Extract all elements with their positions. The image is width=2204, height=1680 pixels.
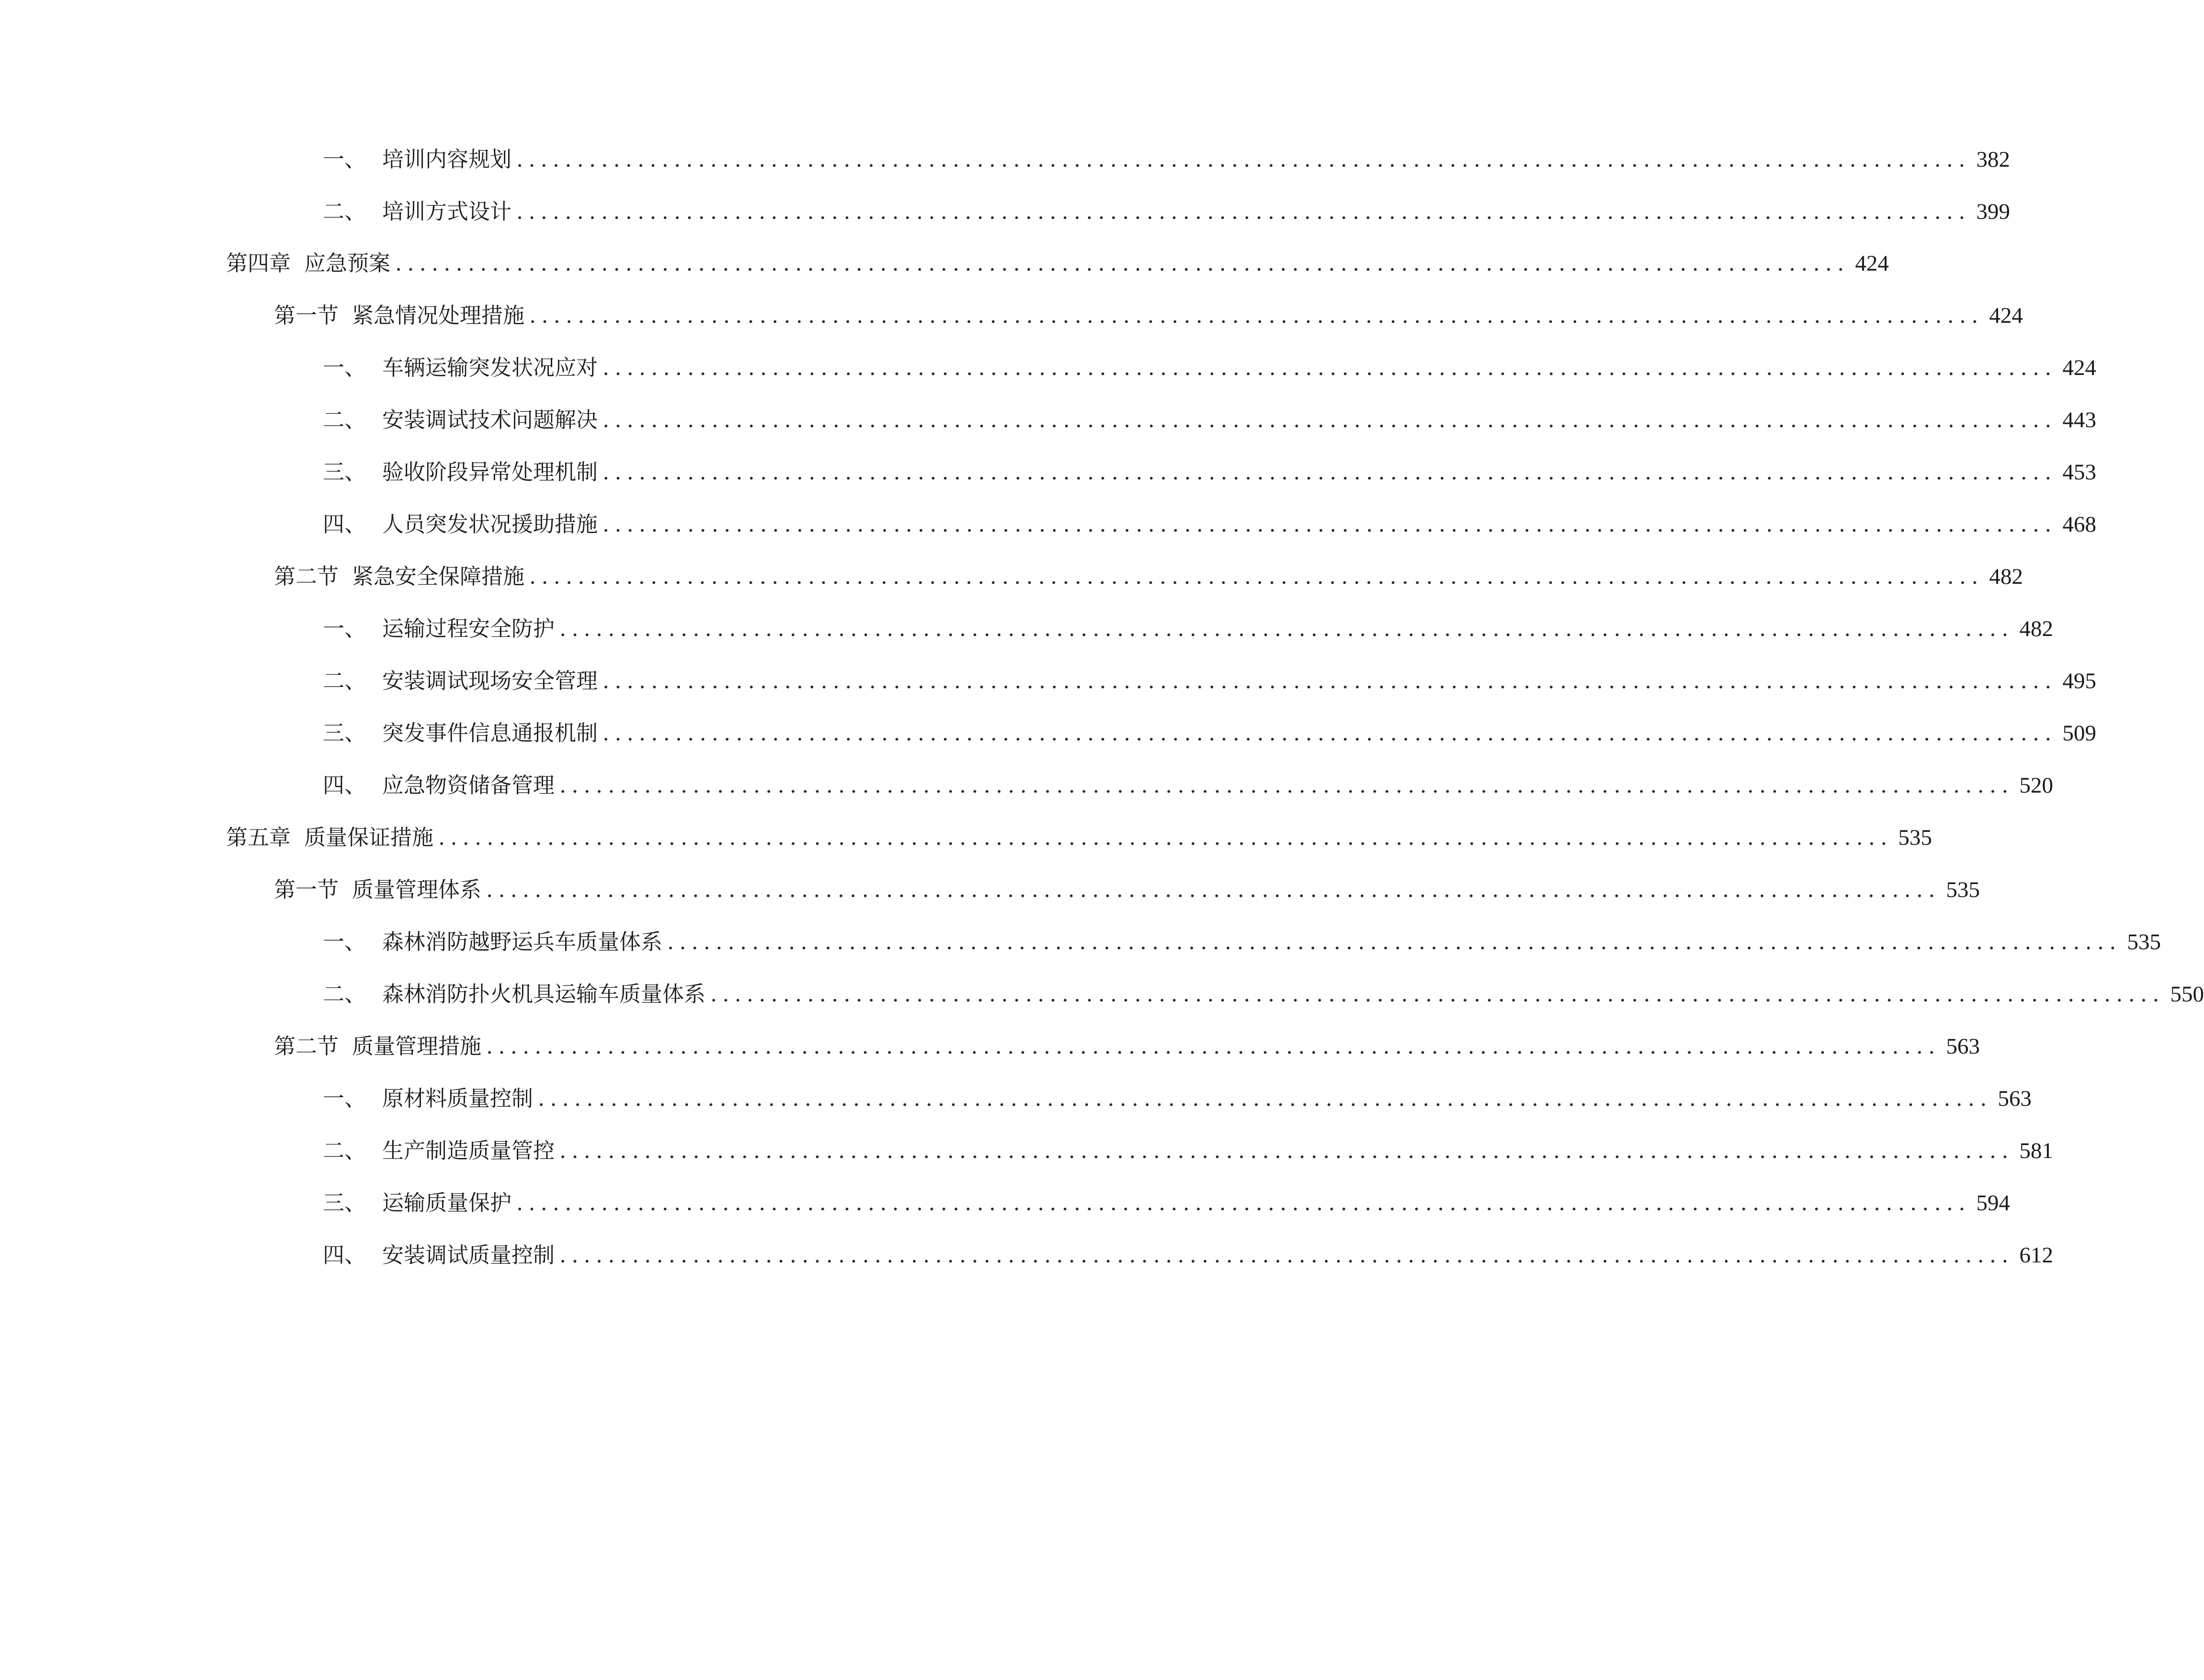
toc-entry[interactable]	[323, 455, 2097, 489]
entry-title: 紧急安全保障措施	[352, 564, 525, 589]
dot-leader: ........................................................................................................................	[602, 511, 2057, 537]
entry-title: 车辆运输突发状况应对	[382, 355, 598, 380]
toc-entry[interactable]	[274, 873, 1980, 907]
entry-title: 突发事件信息通报机制	[382, 720, 598, 746]
entry-page-number: 594	[1976, 1191, 2011, 1215]
dot-leader: ........................................................................................................................	[710, 981, 2165, 1007]
entry-page-number: 535	[1898, 825, 1932, 850]
entry-title: 应急预案	[304, 250, 391, 276]
dot-leader: ........................................................................................................................	[559, 1242, 2014, 1268]
entry-page-number: 581	[2019, 1138, 2054, 1163]
dot-leader: ........................................................................................................................	[559, 1138, 2014, 1163]
entry-number: 第四章	[226, 250, 291, 276]
entry-title: 安装调试现场安全管理	[382, 668, 598, 693]
entry-title: 运输过程安全防护	[382, 616, 555, 641]
entry-title: 培训内容规划	[382, 147, 512, 172]
dot-leader: ........................................................................................................................	[602, 459, 2057, 485]
dot-leader: ........................................................................................................................	[486, 1033, 1941, 1059]
entry-number: 四、	[323, 511, 366, 537]
dot-leader: ........................................................................................................................	[538, 1086, 1992, 1111]
entry-title: 森林消防扑火机具运输车质量体系	[382, 981, 706, 1007]
entry-page-number: 495	[2062, 669, 2097, 693]
entry-number: 三、	[323, 720, 366, 746]
entry-page-number: 399	[1976, 199, 2011, 224]
entry-title: 安装调试质量控制	[382, 1242, 555, 1268]
toc-entry[interactable]	[323, 403, 2097, 437]
entry-number: 四、	[323, 772, 366, 798]
entry-title: 森林消防越野运兵车质量体系	[382, 929, 663, 954]
entry-number: 第二节	[274, 564, 339, 589]
toc-entry[interactable]	[323, 351, 2097, 385]
toc-entry[interactable]	[323, 508, 2097, 541]
toc-entry[interactable]	[323, 925, 2161, 959]
entry-page-number: 453	[2062, 460, 2097, 485]
toc-entry[interactable]	[323, 195, 2011, 228]
toc-entry[interactable]	[323, 664, 2097, 698]
entry-number: 二、	[323, 199, 366, 224]
dot-leader: ........................................................................................................................	[516, 199, 1971, 224]
dot-leader: ........................................................................................................................	[602, 720, 2057, 746]
dot-leader: ........................................................................................................................	[529, 303, 1984, 328]
dot-leader: ........................................................................................................................	[486, 877, 1941, 902]
entry-page-number: 482	[2019, 616, 2054, 641]
entry-page-number: 535	[1946, 877, 1980, 902]
toc-entry[interactable]	[274, 1030, 1980, 1063]
dot-leader: ........................................................................................................................	[602, 355, 2057, 380]
toc-entry[interactable]	[323, 1186, 2011, 1220]
entry-page-number: 482	[1989, 564, 2023, 589]
entry-number: 第二节	[274, 1033, 339, 1059]
dot-leader: ........................................................................................................................	[559, 772, 2014, 798]
entry-title: 质量保证措施	[304, 825, 434, 850]
entry-page-number: 612	[2019, 1243, 2054, 1268]
dot-leader: ........................................................................................................................	[602, 407, 2057, 432]
entry-page-number: 550	[2170, 982, 2204, 1007]
toc-entry[interactable]	[226, 247, 1889, 280]
entry-number: 三、	[323, 1190, 366, 1215]
entry-number: 第一节	[274, 303, 339, 328]
dot-leader: ........................................................................................................................	[516, 147, 1971, 172]
dot-leader: ........................................................................................................................	[395, 250, 1850, 276]
entry-page-number: 563	[1998, 1086, 2032, 1111]
dot-leader: ........................................................................................................................	[559, 616, 2014, 641]
entry-page-number: 424	[1989, 303, 2023, 328]
entry-page-number: 424	[1855, 251, 1889, 276]
entry-page-number: 509	[2062, 721, 2097, 746]
toc-entry[interactable]	[323, 977, 2204, 1011]
entry-number: 一、	[323, 929, 366, 954]
toc-entry[interactable]	[323, 1238, 2054, 1272]
toc-entry[interactable]	[323, 769, 2054, 802]
entry-number: 一、	[323, 355, 366, 380]
toc-entry[interactable]	[226, 821, 1932, 854]
entry-page-number: 535	[2127, 930, 2161, 954]
entry-number: 三、	[323, 459, 366, 485]
toc-entry[interactable]	[323, 1082, 2032, 1115]
toc-entry[interactable]	[323, 612, 2054, 646]
toc-entry[interactable]	[323, 143, 2011, 176]
entry-page-number: 520	[2019, 773, 2054, 798]
entry-number: 一、	[323, 1086, 366, 1111]
entry-page-number: 382	[1976, 147, 2011, 172]
entry-title: 生产制造质量管控	[382, 1138, 555, 1163]
entry-number: 一、	[323, 147, 366, 172]
entry-title: 应急物资储备管理	[382, 772, 555, 798]
entry-title: 验收阶段异常处理机制	[382, 459, 598, 485]
entry-title: 紧急情况处理措施	[352, 303, 525, 328]
dot-leader: ........................................................................................................................	[529, 564, 1984, 589]
entry-title: 原材料质量控制	[382, 1086, 534, 1111]
entry-page-number: 563	[1946, 1034, 1980, 1059]
entry-number: 四、	[323, 1242, 366, 1268]
entry-title: 质量管理体系	[352, 877, 482, 902]
dot-leader: ........................................................................................................................	[667, 929, 2122, 954]
entry-number: 第五章	[226, 825, 291, 850]
dot-leader: ........................................................................................................................	[602, 668, 2057, 693]
dot-leader: ........................................................................................................................	[516, 1190, 1971, 1215]
entry-number: 一、	[323, 616, 366, 641]
dot-leader: ........................................................................................................................	[438, 825, 1893, 850]
entry-title: 人员突发状况援助措施	[382, 511, 598, 537]
entry-number: 第一节	[274, 877, 339, 902]
entry-title: 运输质量保护	[382, 1190, 512, 1215]
entry-title: 培训方式设计	[382, 199, 512, 224]
entry-title: 安装调试技术问题解决	[382, 407, 598, 432]
entry-page-number: 424	[2062, 355, 2097, 380]
toc-entry[interactable]	[274, 299, 2023, 332]
entry-page-number: 468	[2062, 512, 2097, 537]
entry-number: 二、	[323, 668, 366, 693]
toc-entry[interactable]	[274, 560, 2023, 593]
toc-entry[interactable]	[323, 716, 2097, 750]
entry-number: 二、	[323, 407, 366, 432]
toc-entry[interactable]	[323, 1134, 2054, 1168]
entry-number: 二、	[323, 1138, 366, 1163]
entry-page-number: 443	[2062, 408, 2097, 432]
entry-number: 二、	[323, 981, 366, 1007]
entry-title: 质量管理措施	[352, 1033, 482, 1059]
